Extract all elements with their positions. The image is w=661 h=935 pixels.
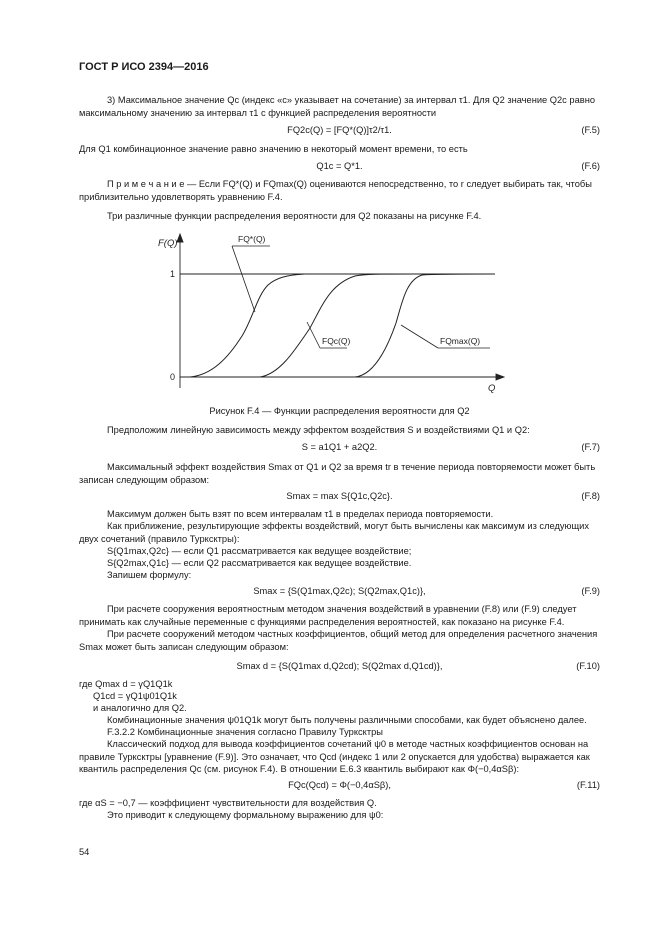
formula-f5-expr: FQ2c(Q) = [FQ*(Q)]τ2/τ1. bbox=[287, 125, 392, 135]
paragraph-approximation: Как приближение, результирующие эффекты воздействий, могут быть вычислены как максимум из следующих двух сочетаний (правило Турксктры): bbox=[79, 521, 590, 544]
formula-f6 bbox=[79, 160, 600, 173]
leader-fq-star bbox=[232, 246, 255, 312]
curve-fqmax bbox=[355, 274, 495, 377]
formula-f5 bbox=[79, 124, 600, 137]
curve-label-fqc: FQc(Q) bbox=[322, 336, 351, 346]
formula-f5-number: (F.5) bbox=[581, 125, 600, 135]
tick-label-one: 1 bbox=[170, 269, 176, 279]
formula-f9 bbox=[79, 585, 600, 598]
figure-caption: Рисунок F.4 — Функции распределения вероятности для Q2 bbox=[209, 406, 470, 416]
leader-fqc bbox=[307, 322, 320, 348]
paragraph-q1-combination: Для Q1 комбинационное значение равно значению в некоторый момент времени, то есть bbox=[79, 144, 468, 154]
curve-label-fqmax: FQmax(Q) bbox=[440, 336, 481, 346]
formula-f10 bbox=[79, 660, 600, 673]
paragraph-partial-factors: При расчете сооружений методом частных коэффициентов, общий метод для определения расчетного значения Smax может быть записан следующим образом: bbox=[79, 629, 598, 652]
formula-f11-number: (F.11) bbox=[576, 780, 600, 790]
where-line-q1cd: Q1cd = γQ1ψ01Q1k bbox=[93, 691, 177, 701]
paragraph-combination-values: Комбинационные значения ψ01Q1k могут быть получены различными способами, как будет объяснено далее. bbox=[107, 715, 587, 725]
y-axis-arrow bbox=[177, 234, 183, 242]
page-number: 54 bbox=[79, 847, 90, 857]
list-item-q1-leading: S{Q1max,Q2c} — если Q1 рассматривается как ведущее воздействие; bbox=[107, 546, 412, 556]
formula-f7 bbox=[79, 441, 600, 454]
formula-f8-expr: Smax = max S{Q1c,Q2c}. bbox=[286, 491, 393, 501]
leader-fqmax bbox=[401, 325, 438, 348]
paragraph-max-effect: Максимальный эффект воздействия Smax от Q1 и Q2 за время tr в течение периода повторяемости может быть записан следующим образом: bbox=[79, 462, 596, 485]
figure-distribution-functions bbox=[150, 228, 510, 403]
y-axis-label: F(Q) bbox=[158, 238, 178, 249]
x-axis-label: Q bbox=[488, 383, 496, 394]
formula-f9-expr: Smax = {S(Q1max,Q2c); S(Q2max,Q1c)}, bbox=[253, 586, 426, 596]
formula-f7-number: (F.7) bbox=[581, 442, 600, 452]
list-item-q2-leading: S{Q2max,Q1c} — если Q2 рассматривается как ведущее воздействие. bbox=[107, 558, 412, 568]
paragraph-write-formula: Запишем формулу: bbox=[107, 570, 192, 580]
formula-f6-expr: Q1c = Q*1. bbox=[316, 161, 363, 171]
formula-f9-number: (F.9) bbox=[581, 586, 600, 596]
paragraph-classic-approach: Классический подход для вывода коэффициентов сочетаний ψ0 в методе частных коэффициентов основан на правиле Турксктры [уравнение (F.9)]. Это означает, что Qcd (индекс 1 или 2 опускается для удобства) выражается как квантиль распределения Qc (см. рисунок F.4). В отношении Е.6.3 квантиль выбирают как Φ(−0,4αSβ): bbox=[79, 739, 590, 774]
formula-f8 bbox=[79, 490, 600, 503]
x-axis-arrow bbox=[496, 374, 504, 380]
formula-f10-expr: Smax d = {S(Q1max d,Q2cd); S(Q2max d,Q1cd)}, bbox=[236, 661, 443, 671]
paragraph-figure-ref: Три различные функции распределения вероятности для Q2 показаны на рисунке F.4. bbox=[107, 211, 482, 221]
paragraph-sensitivity: где αS = −0,7 — коэффициент чувствительности для воздействия Q. bbox=[79, 798, 377, 808]
curve-label-fq-star: FQ*(Q) bbox=[238, 234, 266, 244]
document-header: ГОСТ Р ИСО 2394—2016 bbox=[79, 61, 209, 73]
note: П р и м е ч а н и е — Если FQ*(Q) и FQmax(Q) оцениваются непосредственно, то r следует выбирать так, чтобы приблизительно удовлетворять уравнению F.4. bbox=[79, 179, 592, 202]
formula-f8-number: (F.8) bbox=[581, 491, 600, 501]
formula-f11-expr: FQc(Qcd) = Φ(−0,4αSβ), bbox=[288, 780, 391, 790]
formula-f7-expr: S = a1Q1 + a2Q2. bbox=[301, 442, 378, 452]
section-heading-f3-2-2: F.3.2.2 Комбинационные значения согласно Правилу Турксктры bbox=[107, 727, 383, 737]
formula-f10-number: (F.10) bbox=[576, 661, 600, 671]
where-line-q2: и аналогично для Q2. bbox=[93, 703, 187, 713]
paragraph-maximum-intervals: Максимум должен быть взят по всем интервалам τ1 в пределах периода повторяемости. bbox=[107, 509, 494, 519]
tick-label-zero: 0 bbox=[170, 372, 176, 382]
paragraph-linear-dependence: Предположим линейную зависимость между эффектом воздействия S и воздействиями Q1 и Q2: bbox=[107, 425, 530, 435]
where-line-qmax: где Qmax d = γQ1Q1k bbox=[79, 679, 173, 689]
formula-f6-number: (F.6) bbox=[581, 161, 600, 171]
paragraph-qc-max: 3) Максимальное значение Qc (индекс «c» указывает на сочетание) за интервал τ1. Для Q2 значение Q2c равно максимальному значению за интервал τ1 с функцией распределения вероятности bbox=[79, 95, 595, 118]
paragraph-probabilistic-method: При расчете сооружения вероятностным методом значения воздействий в уравнении (F.8) или (F.9) следует принимать как случайные переменные с функциями распределения вероятностей, как показано на рисунке F.4. bbox=[79, 604, 577, 627]
formula-f11 bbox=[79, 779, 600, 792]
curve-fq-star bbox=[190, 274, 390, 377]
paragraph-formal-expression: Это приводит к следующему формальному выражению для ψ0: bbox=[107, 810, 384, 820]
